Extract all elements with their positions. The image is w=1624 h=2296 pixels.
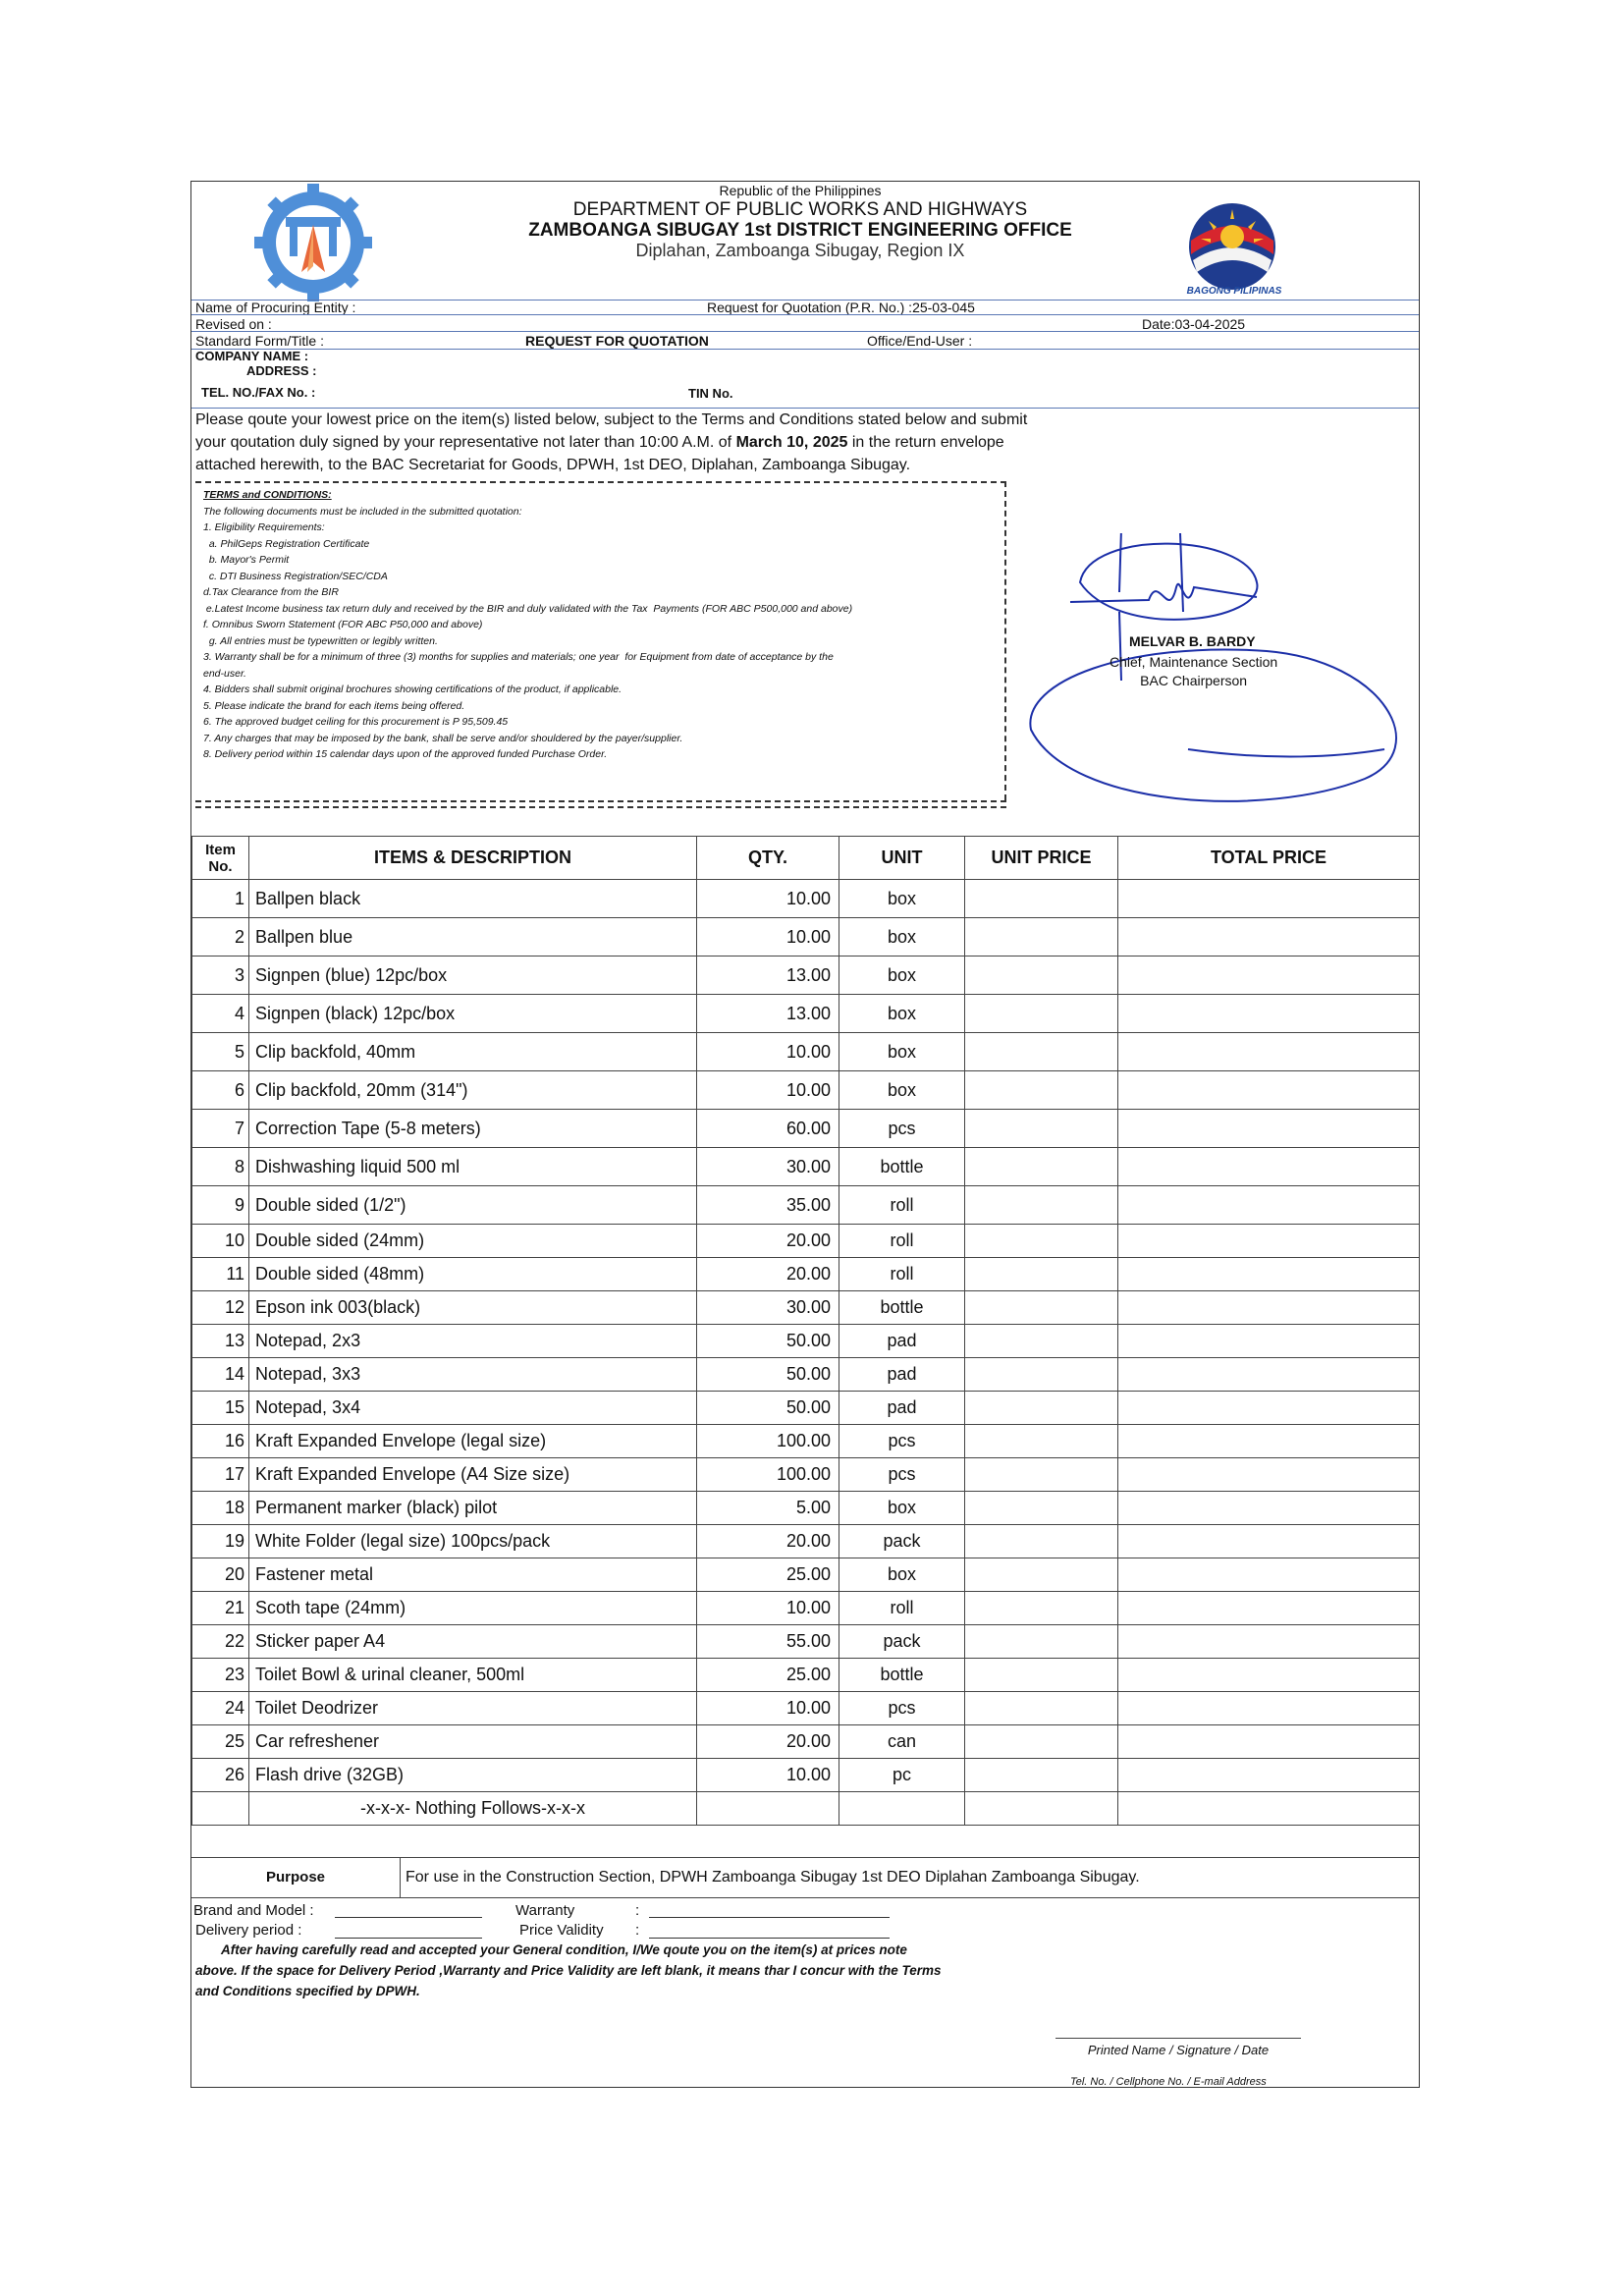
signatory-position: Chief, Maintenance Section <box>1110 654 1278 670</box>
table-header-row <box>192 837 1420 880</box>
row-company <box>191 349 1419 408</box>
item-description-cell: Notepad, 3x4 <box>249 1392 697 1425</box>
item-unit-cell: box <box>839 995 965 1033</box>
item-description-cell: Car refreshener <box>249 1725 697 1759</box>
intro-line-2 <box>195 431 1413 454</box>
item-total-price-cell <box>1118 957 1420 995</box>
item-qty-cell: 100.00 <box>697 1458 839 1492</box>
item-total-price-cell <box>1118 1148 1420 1186</box>
item-unit-price-cell <box>965 1225 1118 1258</box>
item-total-price-cell <box>1118 1225 1420 1258</box>
item-number-cell: 22 <box>192 1625 249 1659</box>
empty-cell <box>192 1792 249 1826</box>
empty-cell <box>965 1792 1118 1826</box>
nothing-follows-text: -x-x-x- Nothing Follows-x-x-x <box>249 1792 697 1826</box>
standard-form-label: Standard Form/Title : <box>195 333 324 349</box>
item-number-cell: 24 <box>192 1692 249 1725</box>
department-text: DEPARTMENT OF PUBLIC WORKS AND HIGHWAYS <box>572 199 1028 220</box>
item-qty-cell: 100.00 <box>697 1425 839 1458</box>
item-unit-price-cell <box>965 1110 1118 1148</box>
table-row <box>192 1725 1420 1759</box>
item-description-cell: Kraft Expanded Envelope (A4 Size size) <box>249 1458 697 1492</box>
terms-box <box>195 481 1006 800</box>
empty-cell <box>839 1792 965 1826</box>
warranty-line <box>649 1917 890 1918</box>
item-description-cell: Correction Tape (5-8 meters) <box>249 1110 697 1148</box>
item-total-price-cell <box>1118 1358 1420 1392</box>
bagong-pilipinas-text: BAGONG PILIPINAS <box>1186 286 1282 297</box>
item-unit-price-cell <box>965 1071 1118 1110</box>
item-unit-price-cell <box>965 1759 1118 1792</box>
header-qty: QTY. <box>697 837 839 880</box>
price-validity-colon: : <box>635 1922 640 1939</box>
table-row <box>192 1071 1420 1110</box>
item-unit-price-cell <box>965 918 1118 957</box>
item-total-price-cell <box>1118 1759 1420 1792</box>
items-table <box>191 836 1420 1826</box>
item-unit-cell: box <box>839 1071 965 1110</box>
item-qty-cell: 35.00 <box>697 1186 839 1225</box>
address-label: ADDRESS : <box>246 363 317 378</box>
item-qty-cell: 10.00 <box>697 1759 839 1792</box>
item-description-cell: Double sided (24mm) <box>249 1225 697 1258</box>
item-description-cell: Notepad, 2x3 <box>249 1325 697 1358</box>
intro-line-1: Please qoute your lowest price on the item(s) listed below, subject to the Terms and Conditions stated below and submit <box>195 411 1028 428</box>
item-description-cell: Scoth tape (24mm) <box>249 1592 697 1625</box>
item-unit-cell: roll <box>839 1258 965 1291</box>
item-qty-cell: 25.00 <box>697 1558 839 1592</box>
terms-line: 6. The approved budget ceiling for this procurement is P 95,509.45 <box>203 716 509 728</box>
purpose-row <box>191 1857 1419 1898</box>
contact-details-label: Tel. No. / Cellphone No. / E-mail Address <box>1070 2076 1267 2088</box>
item-qty-cell: 10.00 <box>697 1692 839 1725</box>
table-row <box>192 1759 1420 1792</box>
item-unit-cell: pad <box>839 1325 965 1358</box>
item-total-price-cell <box>1118 995 1420 1033</box>
terms-line: a. PhilGeps Registration Certificate <box>203 537 370 550</box>
item-unit-price-cell <box>965 1659 1118 1692</box>
item-description-cell: Permanent marker (black) pilot <box>249 1492 697 1525</box>
form-title: REQUEST FOR QUOTATION <box>525 333 709 349</box>
item-unit-cell: pad <box>839 1358 965 1392</box>
item-total-price-cell <box>1118 1392 1420 1425</box>
terms-line: 7. Any charges that may be imposed by the bank, shall be serve and/or shouldered by the payer/supplier. <box>203 732 683 744</box>
item-total-price-cell <box>1118 1291 1420 1325</box>
row-standard-form <box>191 331 1419 349</box>
item-total-price-cell <box>1118 1033 1420 1071</box>
item-description-cell: Toilet Deodrizer <box>249 1692 697 1725</box>
item-total-price-cell <box>1118 880 1420 918</box>
item-unit-price-cell <box>965 880 1118 918</box>
table-row <box>192 957 1420 995</box>
item-unit-cell: pcs <box>839 1425 965 1458</box>
tin-label: TIN No. <box>688 386 733 401</box>
table-row <box>192 1358 1420 1392</box>
item-description-cell: Signpen (black) 12pc/box <box>249 995 697 1033</box>
item-unit-cell: roll <box>839 1186 965 1225</box>
terms-line: 4. Bidders shall submit original brochures showing certifications of the product, if applicable. <box>203 683 623 695</box>
price-validity-label: Price Validity <box>519 1922 604 1939</box>
terms-line: e.Latest Income business tax return duly and received by the BIR and duly validated with the Tax Payments (FOR ABC P500,000 and above) <box>203 602 853 615</box>
item-unit-cell: pack <box>839 1625 965 1659</box>
item-unit-price-cell <box>965 1291 1118 1325</box>
terms-line: 3. Warranty shall be for a minimum of three (3) months for supplies and materials; one year for Equipment from date of acceptance by the <box>203 651 834 663</box>
item-unit-cell: pc <box>839 1759 965 1792</box>
item-number-cell: 25 <box>192 1725 249 1759</box>
table-row <box>192 1625 1420 1659</box>
item-unit-price-cell <box>965 957 1118 995</box>
item-number-cell: 19 <box>192 1525 249 1558</box>
item-unit-price-cell <box>965 1692 1118 1725</box>
item-description-cell: Double sided (48mm) <box>249 1258 697 1291</box>
item-unit-cell: box <box>839 1492 965 1525</box>
item-description-cell: Clip backfold, 40mm <box>249 1033 697 1071</box>
revised-on-label: Revised on : <box>195 316 272 332</box>
item-qty-cell: 10.00 <box>697 880 839 918</box>
rfq-number: Request for Quotation (P.R. No.) :25-03-045 <box>707 300 975 315</box>
nothing-follows-row <box>192 1792 1420 1826</box>
item-description-cell: Epson ink 003(black) <box>249 1291 697 1325</box>
warranty-colon: : <box>635 1902 640 1919</box>
item-unit-cell: pcs <box>839 1692 965 1725</box>
item-description-cell: Signpen (blue) 12pc/box <box>249 957 697 995</box>
item-number-cell: 13 <box>192 1325 249 1358</box>
item-total-price-cell <box>1118 1692 1420 1725</box>
item-description-cell: Toilet Bowl & urinal cleaner, 500ml <box>249 1659 697 1692</box>
item-qty-cell: 55.00 <box>697 1625 839 1659</box>
table-row <box>192 1558 1420 1592</box>
table-row <box>192 1325 1420 1358</box>
item-unit-price-cell <box>965 1492 1118 1525</box>
items-body <box>192 880 1420 1826</box>
item-total-price-cell <box>1118 1325 1420 1358</box>
terms-line: f. Omnibus Sworn Statement (FOR ABC P50,000 and above) <box>203 619 483 630</box>
item-unit-cell: can <box>839 1725 965 1759</box>
item-description-cell: Ballpen black <box>249 880 697 918</box>
item-number-cell: 4 <box>192 995 249 1033</box>
item-number-cell: 26 <box>192 1759 249 1792</box>
item-qty-cell: 20.00 <box>697 1525 839 1558</box>
item-unit-price-cell <box>965 1358 1118 1392</box>
item-unit-price-cell <box>965 1592 1118 1625</box>
item-qty-cell: 50.00 <box>697 1325 839 1358</box>
item-number-cell: 6 <box>192 1071 249 1110</box>
item-number-cell: 18 <box>192 1492 249 1525</box>
table-row <box>192 1525 1420 1558</box>
table-row <box>192 1033 1420 1071</box>
item-unit-cell: bottle <box>839 1148 965 1186</box>
agency-heading <box>486 182 1114 259</box>
purpose-text: For use in the Construction Section, DPWH Zamboanga Sibugay 1st DEO Diplahan Zamboanga Sibugay. <box>406 1869 1140 1886</box>
item-total-price-cell <box>1118 1592 1420 1625</box>
signatory-role: BAC Chairperson <box>1140 673 1248 688</box>
item-unit-cell: box <box>839 1558 965 1592</box>
item-description-cell: Flash drive (32GB) <box>249 1759 697 1792</box>
item-qty-cell: 10.00 <box>697 1592 839 1625</box>
item-number-cell: 5 <box>192 1033 249 1071</box>
address-text: Diplahan, Zamboanga Sibugay, Region IX <box>635 241 965 260</box>
item-total-price-cell <box>1118 1558 1420 1592</box>
item-unit-cell: bottle <box>839 1291 965 1325</box>
office-end-user-label: Office/End-User : <box>867 333 973 349</box>
item-qty-cell: 10.00 <box>697 918 839 957</box>
table-row <box>192 1492 1420 1525</box>
item-qty-cell: 50.00 <box>697 1392 839 1425</box>
item-number-cell: 23 <box>192 1659 249 1692</box>
item-unit-price-cell <box>965 1458 1118 1492</box>
terms-content <box>203 487 1003 763</box>
header-item-no: Item No. <box>192 837 249 880</box>
item-description-cell: Ballpen blue <box>249 918 697 957</box>
terms-line: end-user. <box>203 667 246 680</box>
row-revised-on <box>191 314 1419 331</box>
item-description-cell: Double sided (1/2") <box>249 1186 697 1225</box>
table-row <box>192 1392 1420 1425</box>
empty-cell <box>697 1792 839 1826</box>
table-row <box>192 1692 1420 1725</box>
terms-line: c. DTI Business Registration/SEC/CDA <box>203 570 388 582</box>
item-number-cell: 11 <box>192 1258 249 1291</box>
item-unit-cell: roll <box>839 1225 965 1258</box>
table-row <box>192 1425 1420 1458</box>
item-qty-cell: 30.00 <box>697 1148 839 1186</box>
table-row <box>192 1225 1420 1258</box>
header-description: ITEMS & DESCRIPTION <box>249 837 697 880</box>
signatory-position-block <box>1110 653 1277 690</box>
terms-line: The following documents must be included in the submitted quotation: <box>203 505 522 518</box>
item-unit-price-cell <box>965 1148 1118 1186</box>
item-description-cell: Dishwashing liquid 500 ml <box>249 1148 697 1186</box>
form-header <box>191 182 1419 305</box>
header-unit-price: UNIT PRICE <box>965 837 1118 880</box>
item-total-price-cell <box>1118 918 1420 957</box>
header-total-price: TOTAL PRICE <box>1118 837 1420 880</box>
procuring-entity-label: Name of Procuring Entity : <box>195 300 356 315</box>
deadline-date: March 10, 2025 <box>735 434 848 451</box>
terms-line: d.Tax Clearance from the BIR <box>203 586 339 598</box>
tel-fax-label: TEL. NO./FAX No. : <box>201 385 316 400</box>
printed-name-signature-line: Printed Name / Signature / Date <box>1056 2038 1301 2057</box>
terms-line: b. Mayor's Permit <box>203 554 290 566</box>
item-qty-cell: 20.00 <box>697 1725 839 1759</box>
terms-divider-2 <box>195 806 1006 808</box>
terms-line: 5. Please indicate the brand for each items being offered. <box>203 699 465 712</box>
item-unit-price-cell <box>965 1425 1118 1458</box>
item-number-cell: 8 <box>192 1148 249 1186</box>
item-qty-cell: 30.00 <box>697 1291 839 1325</box>
item-unit-price-cell <box>965 1325 1118 1358</box>
intro-line-3: attached herewith, to the BAC Secretariat for Goods, DPWH, 1st DEO, Diplahan, Zamboanga Sibugay. <box>195 457 911 473</box>
acknowledgement-text: After having carefully read and accepted your General condition, I/We qoute you on the item(s) at prices note above. If the space for Delivery Period ,Warranty and Price Validity are left blank, it means thar I concur with the Terms and Conditions specified by DPWH. <box>195 1942 942 1998</box>
item-unit-cell: box <box>839 1033 965 1071</box>
item-unit-cell: box <box>839 880 965 918</box>
item-total-price-cell <box>1118 1625 1420 1659</box>
item-unit-cell: box <box>839 918 965 957</box>
item-unit-price-cell <box>965 1186 1118 1225</box>
dpwh-logo-icon <box>252 182 374 303</box>
item-number-cell: 16 <box>192 1425 249 1458</box>
item-total-price-cell <box>1118 1659 1420 1692</box>
item-unit-price-cell <box>965 995 1118 1033</box>
item-total-price-cell <box>1118 1186 1420 1225</box>
item-description-cell: Notepad, 3x3 <box>249 1358 697 1392</box>
item-number-cell: 1 <box>192 880 249 918</box>
item-total-price-cell <box>1118 1258 1420 1291</box>
item-total-price-cell <box>1118 1458 1420 1492</box>
item-number-cell: 12 <box>192 1291 249 1325</box>
item-number-cell: 3 <box>192 957 249 995</box>
item-unit-price-cell <box>965 1258 1118 1291</box>
warranty-label: Warranty <box>515 1902 575 1919</box>
item-unit-price-cell <box>965 1558 1118 1592</box>
table-row <box>192 1148 1420 1186</box>
price-validity-line <box>649 1938 890 1939</box>
purpose-label: Purpose <box>191 1858 401 1897</box>
item-unit-cell: roll <box>839 1592 965 1625</box>
item-unit-cell: pcs <box>839 1110 965 1148</box>
item-description-cell: Fastener metal <box>249 1558 697 1592</box>
table-row <box>192 1258 1420 1291</box>
intro-line-2a: your qoutation duly signed by your representative not later than 10:00 A.M. of <box>195 434 736 451</box>
item-qty-cell: 13.00 <box>697 957 839 995</box>
terms-line: g. All entries must be typewritten or legibly written. <box>203 634 438 647</box>
item-unit-cell: pad <box>839 1392 965 1425</box>
table-row <box>192 1186 1420 1225</box>
item-total-price-cell <box>1118 1110 1420 1148</box>
row-procuring-entity <box>191 300 1419 314</box>
item-qty-cell: 60.00 <box>697 1110 839 1148</box>
item-qty-cell: 13.00 <box>697 995 839 1033</box>
item-unit-price-cell <box>965 1033 1118 1071</box>
empty-cell <box>1118 1792 1420 1826</box>
item-total-price-cell <box>1118 1071 1420 1110</box>
item-qty-cell: 5.00 <box>697 1492 839 1525</box>
item-number-cell: 14 <box>192 1358 249 1392</box>
item-number-cell: 7 <box>192 1110 249 1148</box>
signatory-name: MELVAR B. BARDY <box>1129 633 1256 649</box>
brand-model-label: Brand and Model : <box>193 1902 314 1919</box>
item-description-cell: Sticker paper A4 <box>249 1625 697 1659</box>
item-number-cell: 20 <box>192 1558 249 1592</box>
item-unit-cell: pcs <box>839 1458 965 1492</box>
table-row <box>192 995 1420 1033</box>
item-unit-cell: box <box>839 957 965 995</box>
date-text: Date:03-04-2025 <box>1142 316 1246 332</box>
item-number-cell: 21 <box>192 1592 249 1625</box>
terms-title: TERMS and CONDITIONS: <box>203 489 332 501</box>
brand-model-line <box>335 1917 482 1918</box>
item-description-cell: Kraft Expanded Envelope (legal size) <box>249 1425 697 1458</box>
item-unit-price-cell <box>965 1392 1118 1425</box>
intro-line-2c: in the return envelope <box>847 434 1004 451</box>
item-description-cell: White Folder (legal size) 100pcs/pack <box>249 1525 697 1558</box>
item-number-cell: 10 <box>192 1225 249 1258</box>
item-total-price-cell <box>1118 1525 1420 1558</box>
item-description-cell: Clip backfold, 20mm (314") <box>249 1071 697 1110</box>
item-unit-price-cell <box>965 1725 1118 1759</box>
table-row <box>192 1291 1420 1325</box>
item-unit-price-cell <box>965 1625 1118 1659</box>
item-unit-cell: bottle <box>839 1659 965 1692</box>
table-row <box>192 1659 1420 1692</box>
terms-line: 8. Delivery period within 15 calendar days upon of the approved funded Purchase Order. <box>203 748 608 760</box>
header-unit: UNIT <box>839 837 965 880</box>
quotation-instructions <box>195 409 1413 476</box>
item-number-cell: 2 <box>192 918 249 957</box>
table-row <box>192 1592 1420 1625</box>
item-qty-cell: 10.00 <box>697 1071 839 1110</box>
item-number-cell: 17 <box>192 1458 249 1492</box>
item-total-price-cell <box>1118 1725 1420 1759</box>
item-unit-price-cell <box>965 1525 1118 1558</box>
item-number-cell: 9 <box>192 1186 249 1225</box>
item-qty-cell: 20.00 <box>697 1258 839 1291</box>
delivery-period-line <box>335 1938 482 1939</box>
item-qty-cell: 10.00 <box>697 1033 839 1071</box>
office-text: ZAMBOANGA SIBUGAY 1st DISTRICT ENGINEERING OFFICE <box>528 220 1072 241</box>
rfq-form <box>190 181 1420 2088</box>
table-row <box>192 1458 1420 1492</box>
delivery-period-label: Delivery period : <box>195 1922 302 1939</box>
terms-divider <box>195 800 1006 802</box>
item-total-price-cell <box>1118 1492 1420 1525</box>
item-qty-cell: 25.00 <box>697 1659 839 1692</box>
terms-line: 1. Eligibility Requirements: <box>203 521 325 533</box>
item-unit-cell: pack <box>839 1525 965 1558</box>
item-number-cell: 15 <box>192 1392 249 1425</box>
company-name-label: COMPANY NAME : <box>195 349 309 363</box>
table-row <box>192 880 1420 918</box>
item-total-price-cell <box>1118 1425 1420 1458</box>
table-row <box>192 918 1420 957</box>
item-qty-cell: 50.00 <box>697 1358 839 1392</box>
table-row <box>192 1110 1420 1148</box>
republic-text: Republic of the Philippines <box>719 183 882 198</box>
item-qty-cell: 20.00 <box>697 1225 839 1258</box>
